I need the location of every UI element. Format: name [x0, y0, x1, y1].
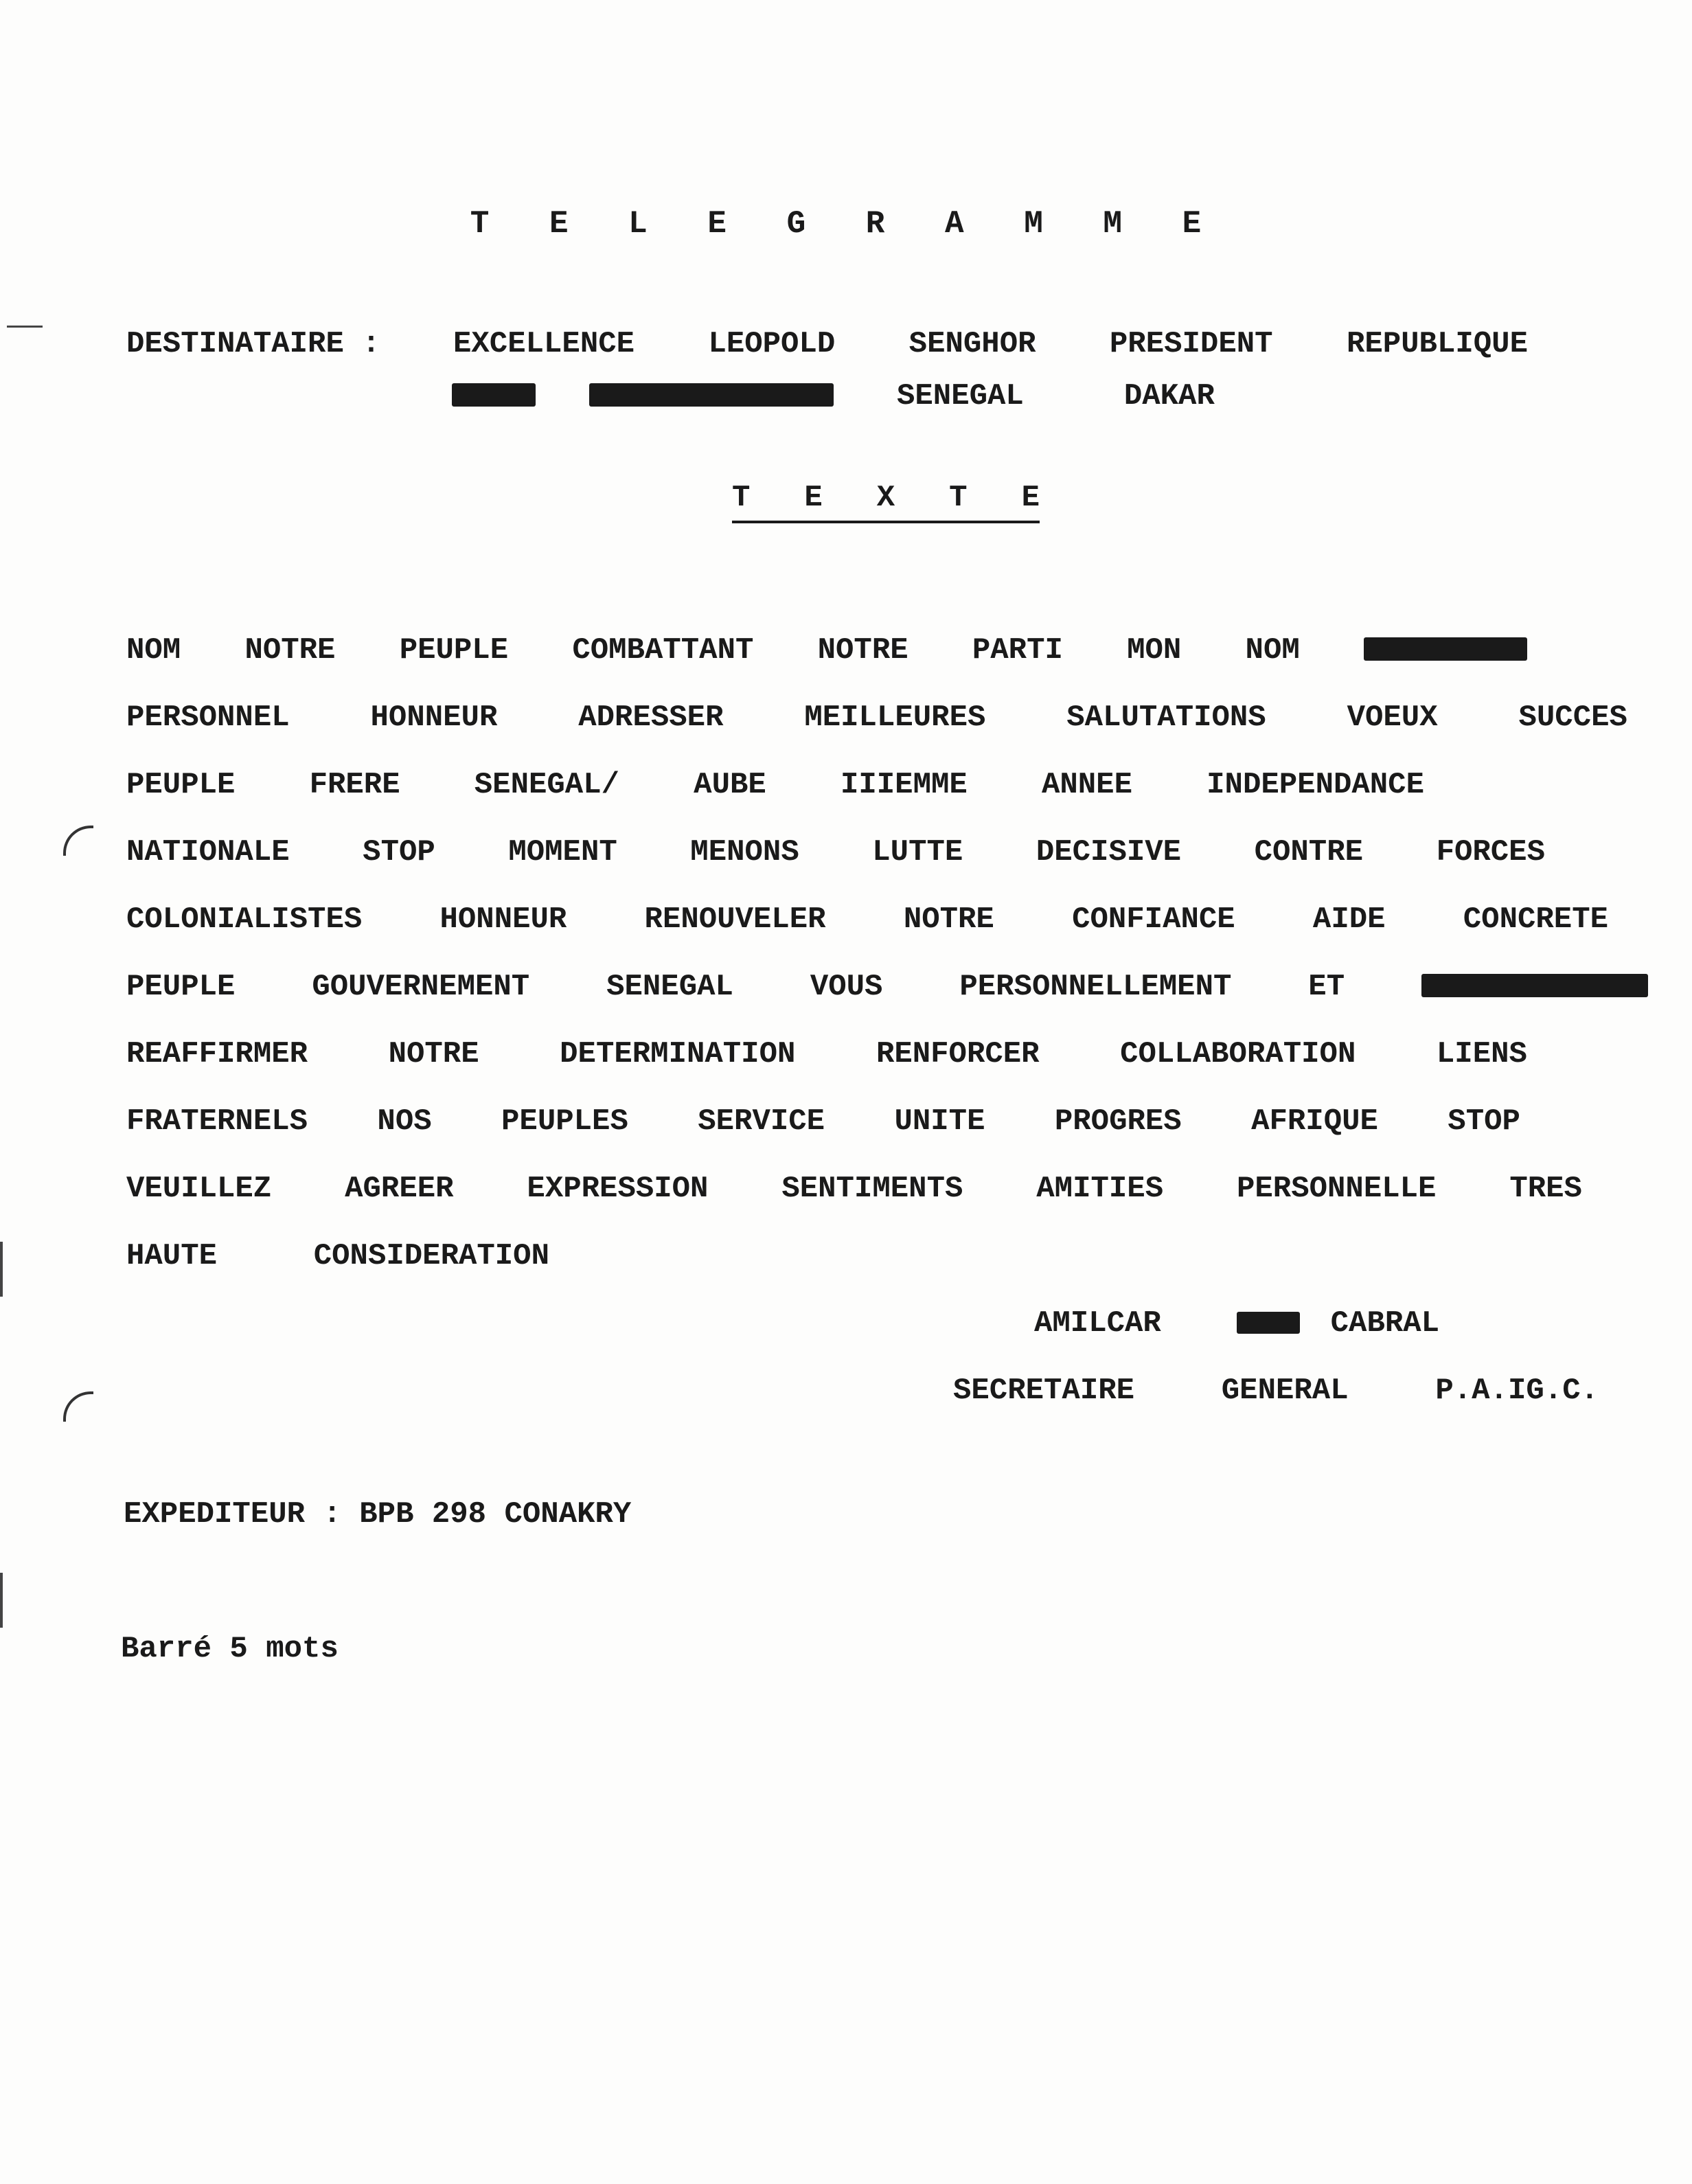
recipient-word: DAKAR: [1123, 379, 1215, 413]
signature-role: SECRETAIRE GENERAL P.A.IG.C.: [953, 1374, 1599, 1408]
body-line: VEUILLEZ AGREER EXPRESSION SENTIMENTS AMITIES PERSONNELLE TRES: [126, 1172, 1582, 1206]
edge-mark: [0, 1242, 3, 1297]
redacted-word: [1421, 974, 1648, 997]
recipient-word: PRESIDENT: [1109, 327, 1273, 361]
strikeout-note: Barré 5 mots: [121, 1632, 339, 1666]
body-line: FRATERNELS NOS PEUPLES SERVICE UNITE PROGRES AFRIQUE STOP: [126, 1104, 1520, 1139]
body-line: REAFFIRMER NOTRE DETERMINATION RENFORCER COLLABORATION LIENS: [126, 1037, 1527, 1071]
body-line: NOM NOTRE PEUPLE COMBATTANT NOTRE PARTI MON NOM: [126, 633, 1527, 668]
recipient-word: SENEGAL: [897, 379, 1024, 413]
recipient-word: LEOPOLD: [708, 327, 836, 361]
recipient-word: SENGHOR: [908, 327, 1036, 361]
redacted-word: [589, 383, 834, 407]
edge-mark: [7, 326, 43, 328]
recipient-label: DESTINATAIRE :: [126, 327, 380, 361]
recipient-line-2: [452, 379, 1242, 413]
redacted-word: [1364, 637, 1527, 661]
redacted-word: [1237, 1312, 1300, 1334]
recipient-line-1: [453, 327, 1528, 361]
body-line: COLONIALISTES HONNEUR RENOUVELER NOTRE CONFIANCE AIDE CONCRETE: [126, 902, 1608, 937]
text-section-heading: T E X T E: [732, 481, 1040, 523]
edge-mark: [0, 1573, 3, 1628]
sender-line: EXPEDITEUR : BPB 298 CONAKRY: [124, 1497, 632, 1532]
hole-mark: [63, 826, 93, 856]
body-line: PEUPLE FRERE SENEGAL/ AUBE IIIEMME ANNEE INDEPENDANCE: [126, 768, 1424, 802]
body-line: PEUPLE GOUVERNEMENT SENEGAL VOUS PERSONNELLEMENT ET: [126, 970, 1648, 1004]
signature-name: AMILCAR CABRAL: [1034, 1306, 1440, 1341]
body-line: HAUTE CONSIDERATION: [126, 1239, 549, 1273]
body-line: PERSONNEL HONNEUR ADRESSER MEILLEURES SALUTATIONS VOEUX SUCCES: [126, 701, 1627, 735]
body-line: NATIONALE STOP MOMENT MENONS LUTTE DECISIVE CONTRE FORCES: [126, 835, 1545, 869]
redacted-word: [452, 383, 536, 407]
document-title: T E L E G R A M M E: [470, 206, 1222, 242]
hole-mark: [63, 1391, 93, 1422]
recipient-word: EXCELLENCE: [453, 327, 635, 361]
recipient-word: REPUBLIQUE: [1346, 327, 1528, 361]
